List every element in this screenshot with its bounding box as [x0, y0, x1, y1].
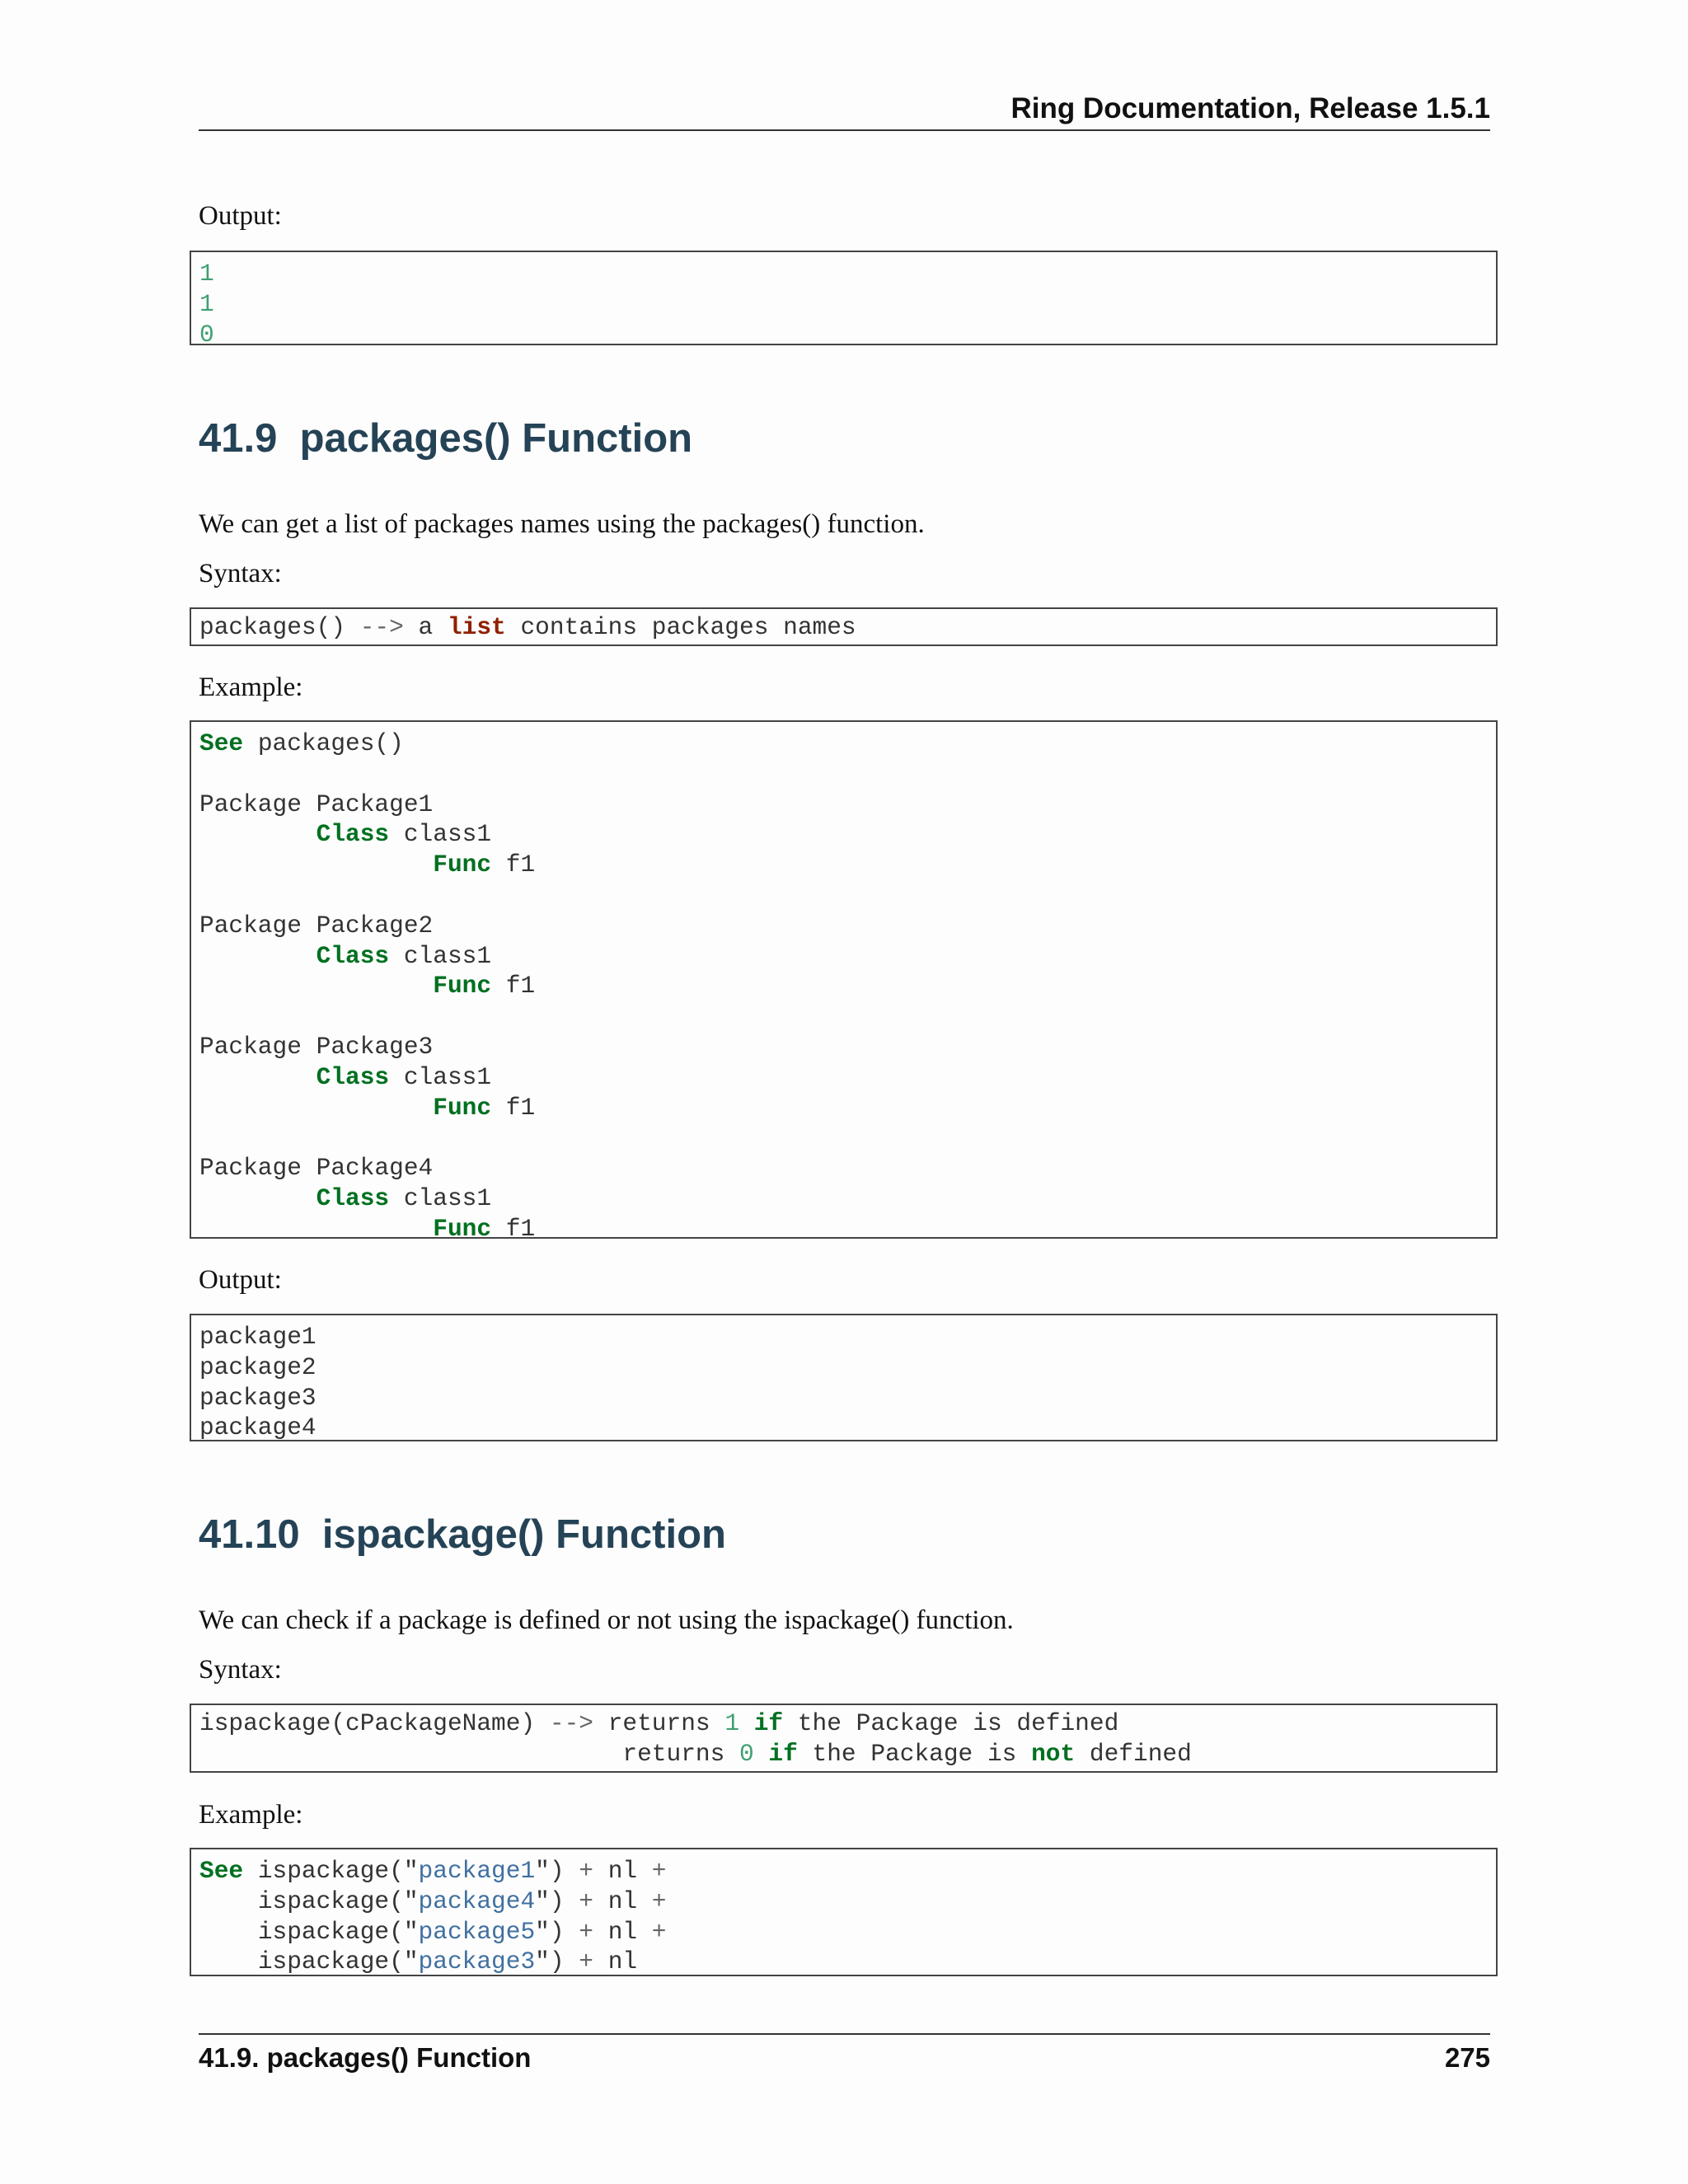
ispackage-example-block	[190, 1848, 1498, 1976]
ispackage-example-label: Example:	[199, 1800, 303, 1830]
ispackage-intro: We can check if a package is defined or not using the ispackage() function.	[199, 1605, 1014, 1635]
footer-rule	[199, 2033, 1490, 2035]
packages-output-code: package1 package2 package3 package4	[199, 1323, 316, 1442]
output-label-1: Output:	[199, 201, 282, 231]
header-rule	[199, 129, 1490, 131]
ispackage-syntax-block	[190, 1704, 1498, 1773]
packages-output-label: Output:	[199, 1265, 282, 1295]
ispackage-syntax-label: Syntax:	[199, 1655, 282, 1685]
packages-output-block	[190, 1314, 1498, 1441]
section-heading-ispackage: 41.10 ispackage() Function	[199, 1512, 726, 1557]
output-code-1: 1 1 0	[199, 260, 214, 349]
running-header-title: Ring Documentation, Release 1.5.1	[1010, 92, 1490, 124]
packages-syntax-label: Syntax:	[199, 559, 282, 588]
packages-syntax-block	[190, 607, 1498, 646]
footer-section-title: 41.9. packages() Function	[199, 2042, 532, 2073]
output-block-1	[190, 251, 1498, 349]
packages-syntax-code: packages() --> a list contains packages names	[199, 613, 856, 641]
section-heading-packages: 41.9 packages() Function	[199, 416, 693, 461]
ispackage-syntax-code: ispackage(cPackageName) --> returns 1 if the Package is defined returns 0 if the Package is not defined	[199, 1709, 1192, 1768]
packages-intro: We can get a list of packages names using the packages() function.	[199, 509, 925, 539]
packages-example-code: See packages() Package Package1 Class class1 Func f1 Package Package2 Class class1 Func f1 Package Package3 Class class1 Func f1 Package Package4 Class class1 Func f1	[199, 729, 536, 1243]
page-number: 275	[1444, 2042, 1490, 2073]
ispackage-example-code: See ispackage("package1") + nl + ispackage("package4") + nl + ispackage("package5") + nl + ispackage("package3") + nl	[199, 1857, 667, 1976]
packages-example-block	[190, 720, 1498, 1243]
packages-example-label: Example:	[199, 673, 303, 702]
